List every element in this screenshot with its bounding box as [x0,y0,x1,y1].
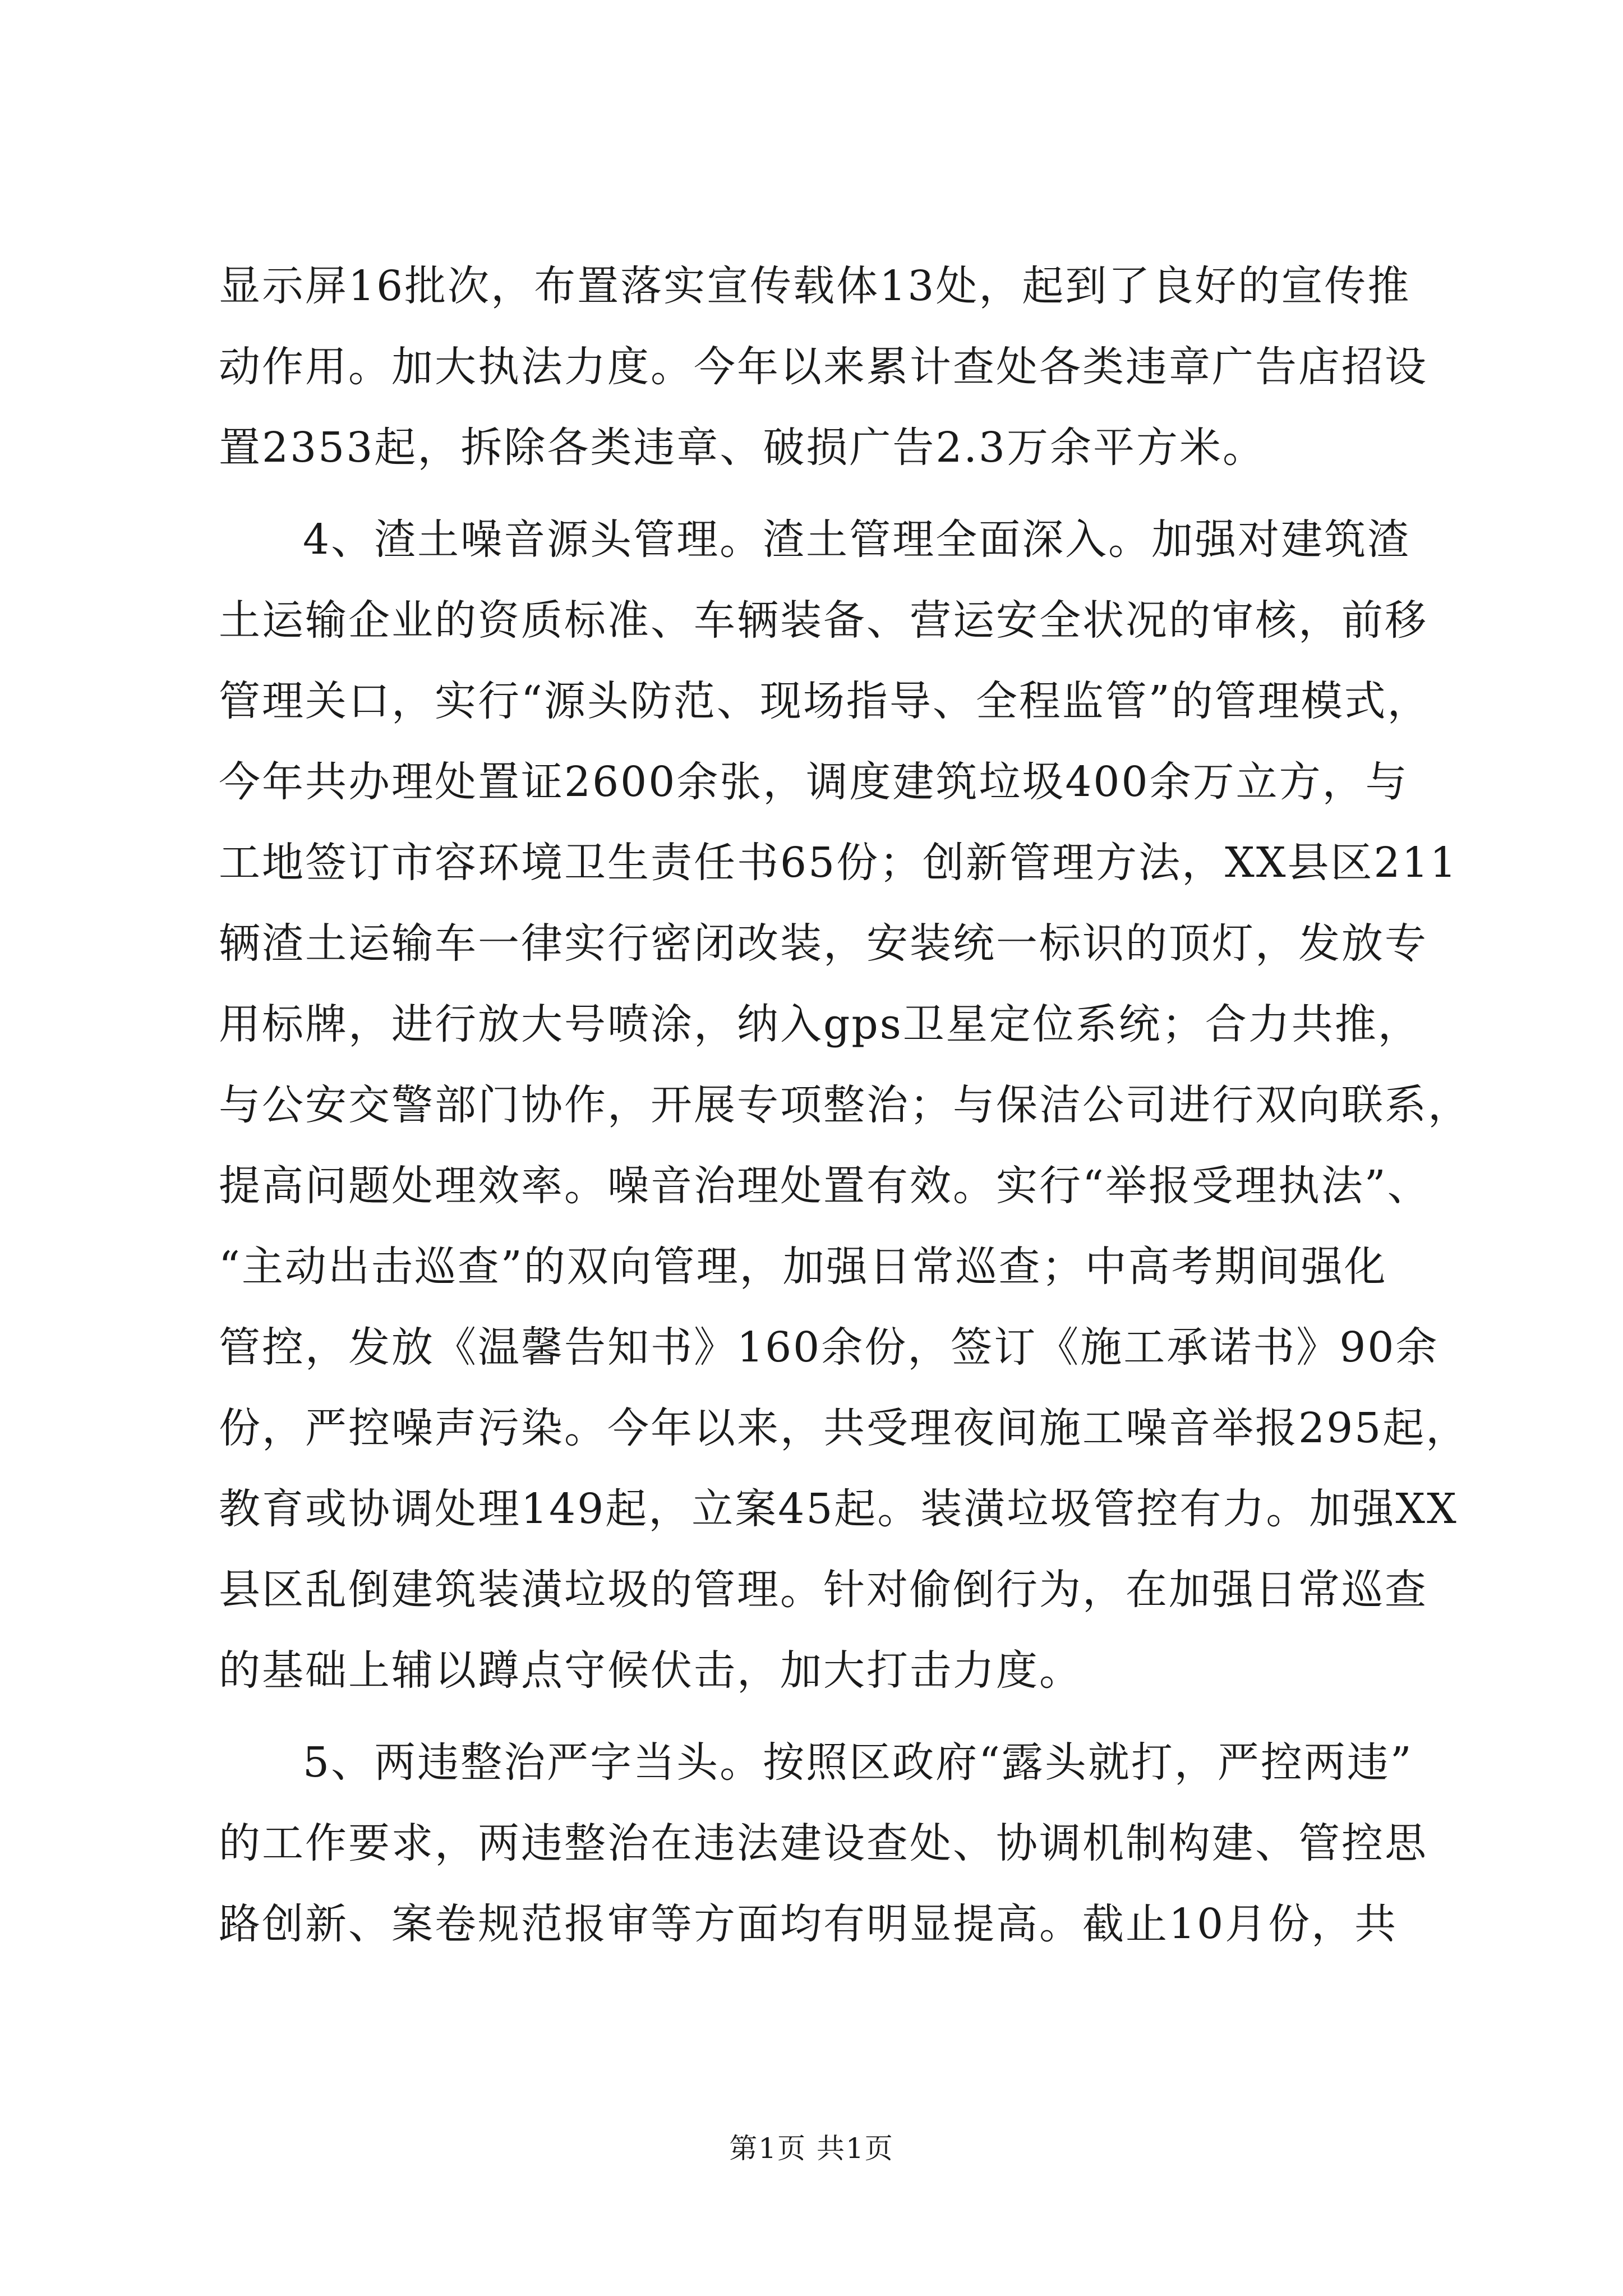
text-line: 教育或协调处理149起，立案45起。装潢垃圾管控有力。加强XX [219,1485,1458,1533]
text-line: 用标牌，进行放大号喷涂，纳入gps卫星定位系统；合力共推， [219,1000,1421,1048]
text-line: 的工作要求，两违整治在违法建设查处、协调机制构建、管控思 [219,1819,1428,1867]
text-line: 路创新、案卷规范报审等方面均有明显提高。截止10月份，共 [219,1900,1398,1948]
text-line: 今年共办理处置证2600余张，调度建筑垃圾400余万立方，与 [219,758,1409,806]
text-line: 土运输企业的资质标准、车辆装备、营运安全状况的审核，前移 [219,596,1428,645]
text-line: 提高问题处理效率。噪音治理处置有效。实行“举报受理执法”、 [219,1162,1431,1210]
text-line: 份，严控噪声污染。今年以来，共受理夜间施工噪音举报295起， [219,1404,1469,1452]
paragraph-5-heading-line: 5、两违整治严字当头。按照区政府“露头就打，严控两违” [303,1738,1413,1787]
text-line: 显示屏16批次，布置落实宣传载体13处，起到了良好的宣传推 [219,262,1411,310]
text-line: 工地签订市容环境卫生责任书65份；创新管理方法，XX县区211 [219,839,1458,887]
paragraph-4-heading-line: 4、渣土噪音源头管理。渣土管理全面深入。加强对建筑渣 [303,516,1411,564]
text-line: 置2353起，拆除各类违章、破损广告2.3万余平方米。 [219,424,1266,472]
page-number-footer: 第1页 共1页 [729,2132,894,2165]
text-line: 辆渣土运输车一律实行密闭改装，安装统一标识的顶灯，发放专 [219,919,1428,968]
text-line: 县区乱倒建筑装潢垃圾的管理。针对偷倒行为，在加强日常巡查 [219,1566,1428,1614]
text-line: 的基础上辅以蹲点守候伏击，加大打击力度。 [219,1646,1082,1695]
text-line: 动作用。加大执法力度。今年以来累计查处各类违章广告店招设 [219,343,1428,391]
text-line: 与公安交警部门协作，开展专项整治；与保洁公司进行双向联系， [219,1081,1471,1129]
text-line: 管理关口，实行“源头防范、现场指导、全程监管”的管理模式， [219,677,1431,725]
text-line: “主动出击巡查”的双向管理，加强日常巡查；中高考期间强化 [219,1243,1387,1291]
text-line: 管控，发放《温馨告知书》160余份，签订《施工承诺书》90余 [219,1323,1439,1372]
